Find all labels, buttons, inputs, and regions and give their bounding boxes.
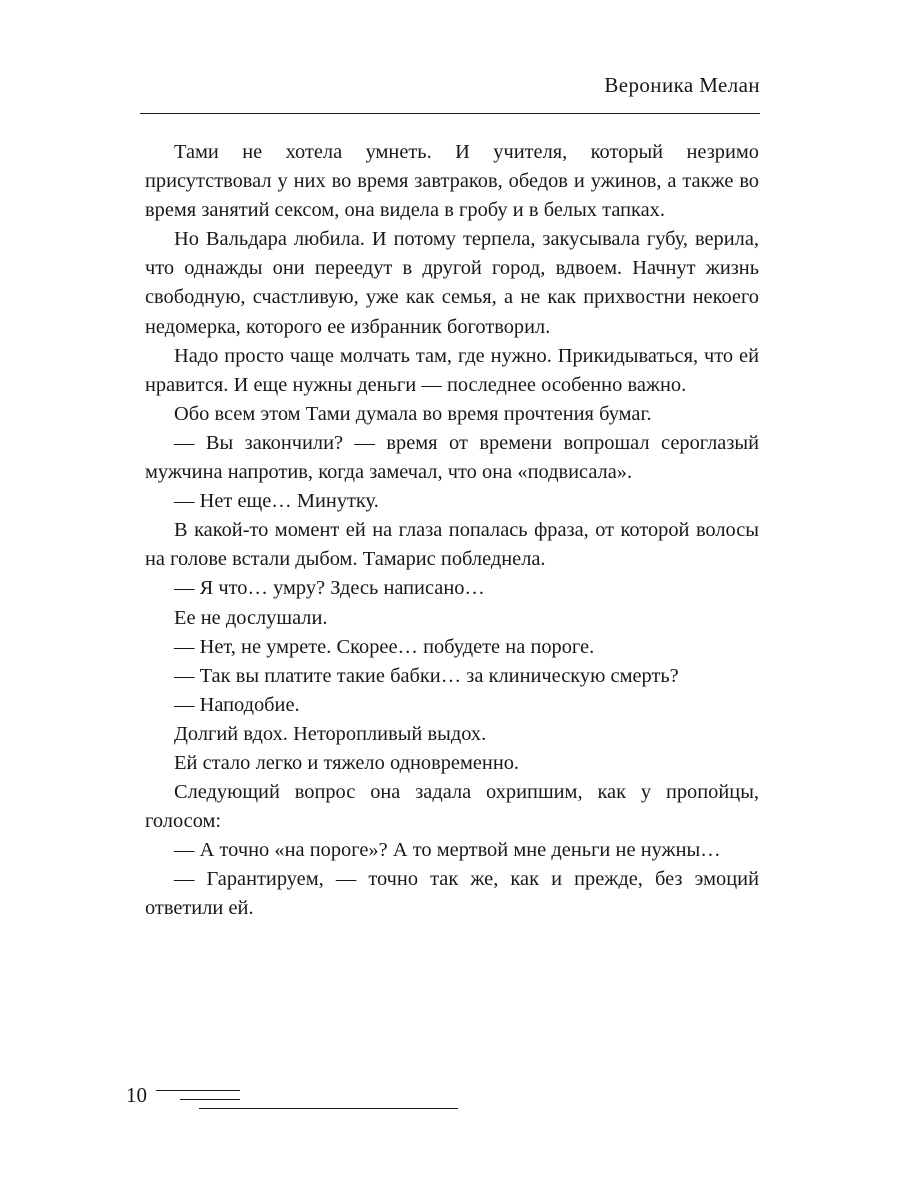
paragraph: В какой-то момент ей на глаза попалась фраза, от которой волосы на голове встали дыбом. Тамарис побледнела. [145, 519, 759, 571]
paragraph: — Нет еще… Минутку. [174, 490, 379, 513]
paragraph: — Так вы платите такие бабки… за клиническую смерть? [174, 664, 679, 687]
paragraph: — Нет, не умрете. Скорее… побудете на пороге. [174, 635, 595, 658]
paragraph: — Наподобие. [174, 693, 300, 716]
paragraph: Долгий вдох. Неторопливый выдох. [174, 722, 487, 745]
footer-rule-bottom [199, 1108, 458, 1109]
paragraph: — Я что… умру? Здесь написано… [174, 577, 485, 600]
paragraph: Тами не хотела умнеть. И учителя, который незримо присутствовал у них во время завтраков, обедов и ужинов, а также во время занятий сексом, она видела в гробу и в белых тапках. [145, 141, 759, 222]
footer-rule-middle [180, 1099, 240, 1100]
paragraph: Ей стало легко и тяжело одновременно. [174, 751, 520, 774]
header-rule [140, 113, 760, 114]
paragraph: Ее не дослушали. [174, 606, 328, 629]
paragraph: — Вы закончили? — время от времени вопрошал сероглазый мужчина напротив, когда замечал, что она «подвисала». [145, 431, 759, 484]
paragraph: Обо всем этом Тами думала во время прочтения бумаг. [174, 402, 652, 425]
paragraph: Надо просто чаще молчать там, где нужно. Прикидываться, что ей нравится. И еще нужны деньги — последнее особенно важно. [145, 344, 759, 396]
page-number: 10 [126, 1083, 147, 1107]
paragraph: Но Вальдара любила. И потому терпела, закусывала губу, верила, что однажды они переедут в другой город, вдвоем. Начнут жизнь свободную, счастливую, уже как семья, а не как прихвостни некоего недомерка, которого ее избранник боготворил. [145, 228, 759, 338]
running-head: Вероника Мелан [604, 73, 760, 97]
paragraph: — Гарантируем, — точно так же, как и прежде, без эмоций ответили ей. [145, 868, 759, 920]
footer-rule-top [156, 1090, 240, 1091]
paragraph: — А точно «на пороге»? А то мертвой мне деньги не нужны… [174, 839, 721, 862]
paragraph: Следующий вопрос она задала охрипшим, как у пропойцы, голосом: [145, 781, 759, 833]
body-text-block [145, 138, 759, 924]
